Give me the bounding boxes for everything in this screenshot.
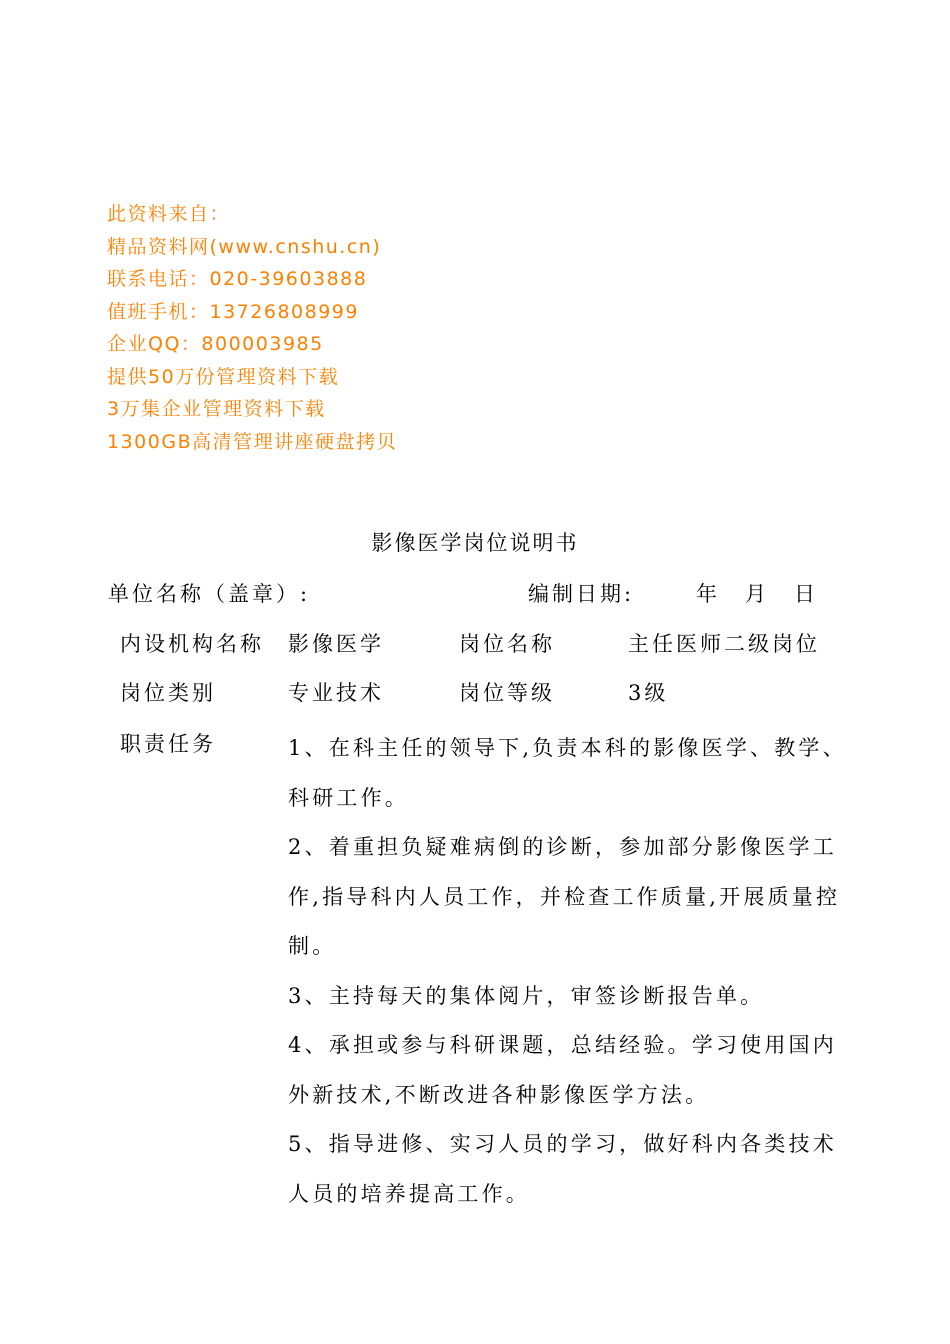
duty-item: 3、主持每天的集体阅片，审签诊断报告单。 [288, 983, 765, 1008]
source-note-line: 联系电话：020-39603888 [107, 268, 368, 290]
grade-label: 岗位等级 [459, 681, 555, 705]
source-note-line: 1300GB高清管理讲座硬盘拷贝 [107, 430, 398, 453]
duty-item: 2、着重担负疑难病倒的诊断，参加部分影像医学工作,指导科内人员工作，并检查工作质量,开展质量控制。 [288, 835, 841, 958]
duty-item: 5、指导进修、实习人员的学习，做好科内各类技术人员的培养提高工作。 [288, 1132, 837, 1206]
duties-list [288, 724, 848, 1219]
duty-item: 4、承担或参与科研课题，总结经验。学习使用国内外新技术,不断改进各种影像医学方法。 [288, 1033, 837, 1107]
document-title: 影像医学岗位说明书 [371, 531, 579, 555]
dept-label: 内设机构名称 [120, 632, 264, 656]
date-label: 编制日期: [528, 582, 635, 606]
source-note-line: 企业QQ：800003985 [107, 333, 324, 355]
grade-value: 3级 [628, 681, 669, 705]
post-value: 主任医师二级岗位 [628, 632, 820, 656]
source-note-line: 精品资料网(www.cnshu.cn) [107, 235, 382, 258]
dept-value: 影像医学 [288, 632, 384, 656]
date-day-label: 日 [794, 582, 818, 606]
source-note-line: 提供50万份管理资料下载 [107, 365, 340, 388]
source-note-line: 值班手机：13726808999 [107, 300, 359, 323]
post-label: 岗位名称 [459, 632, 555, 656]
duties-label: 职责任务 [120, 732, 216, 756]
category-label: 岗位类别 [120, 681, 216, 705]
source-note-line: 此资料来自： [107, 203, 231, 225]
date-year-label: 年 [696, 582, 720, 606]
duty-item: 1、在科主任的领导下,负责本科的影像医学、教学、科研工作。 [288, 736, 847, 810]
unit-name-label: 单位名称（盖章）: [108, 582, 311, 606]
date-month-label: 月 [745, 582, 769, 606]
unit-date-row [108, 578, 828, 608]
source-note-line: 3万集企业管理资料下载 [107, 398, 326, 420]
source-note [107, 198, 397, 458]
category-value: 专业技术 [288, 681, 384, 705]
